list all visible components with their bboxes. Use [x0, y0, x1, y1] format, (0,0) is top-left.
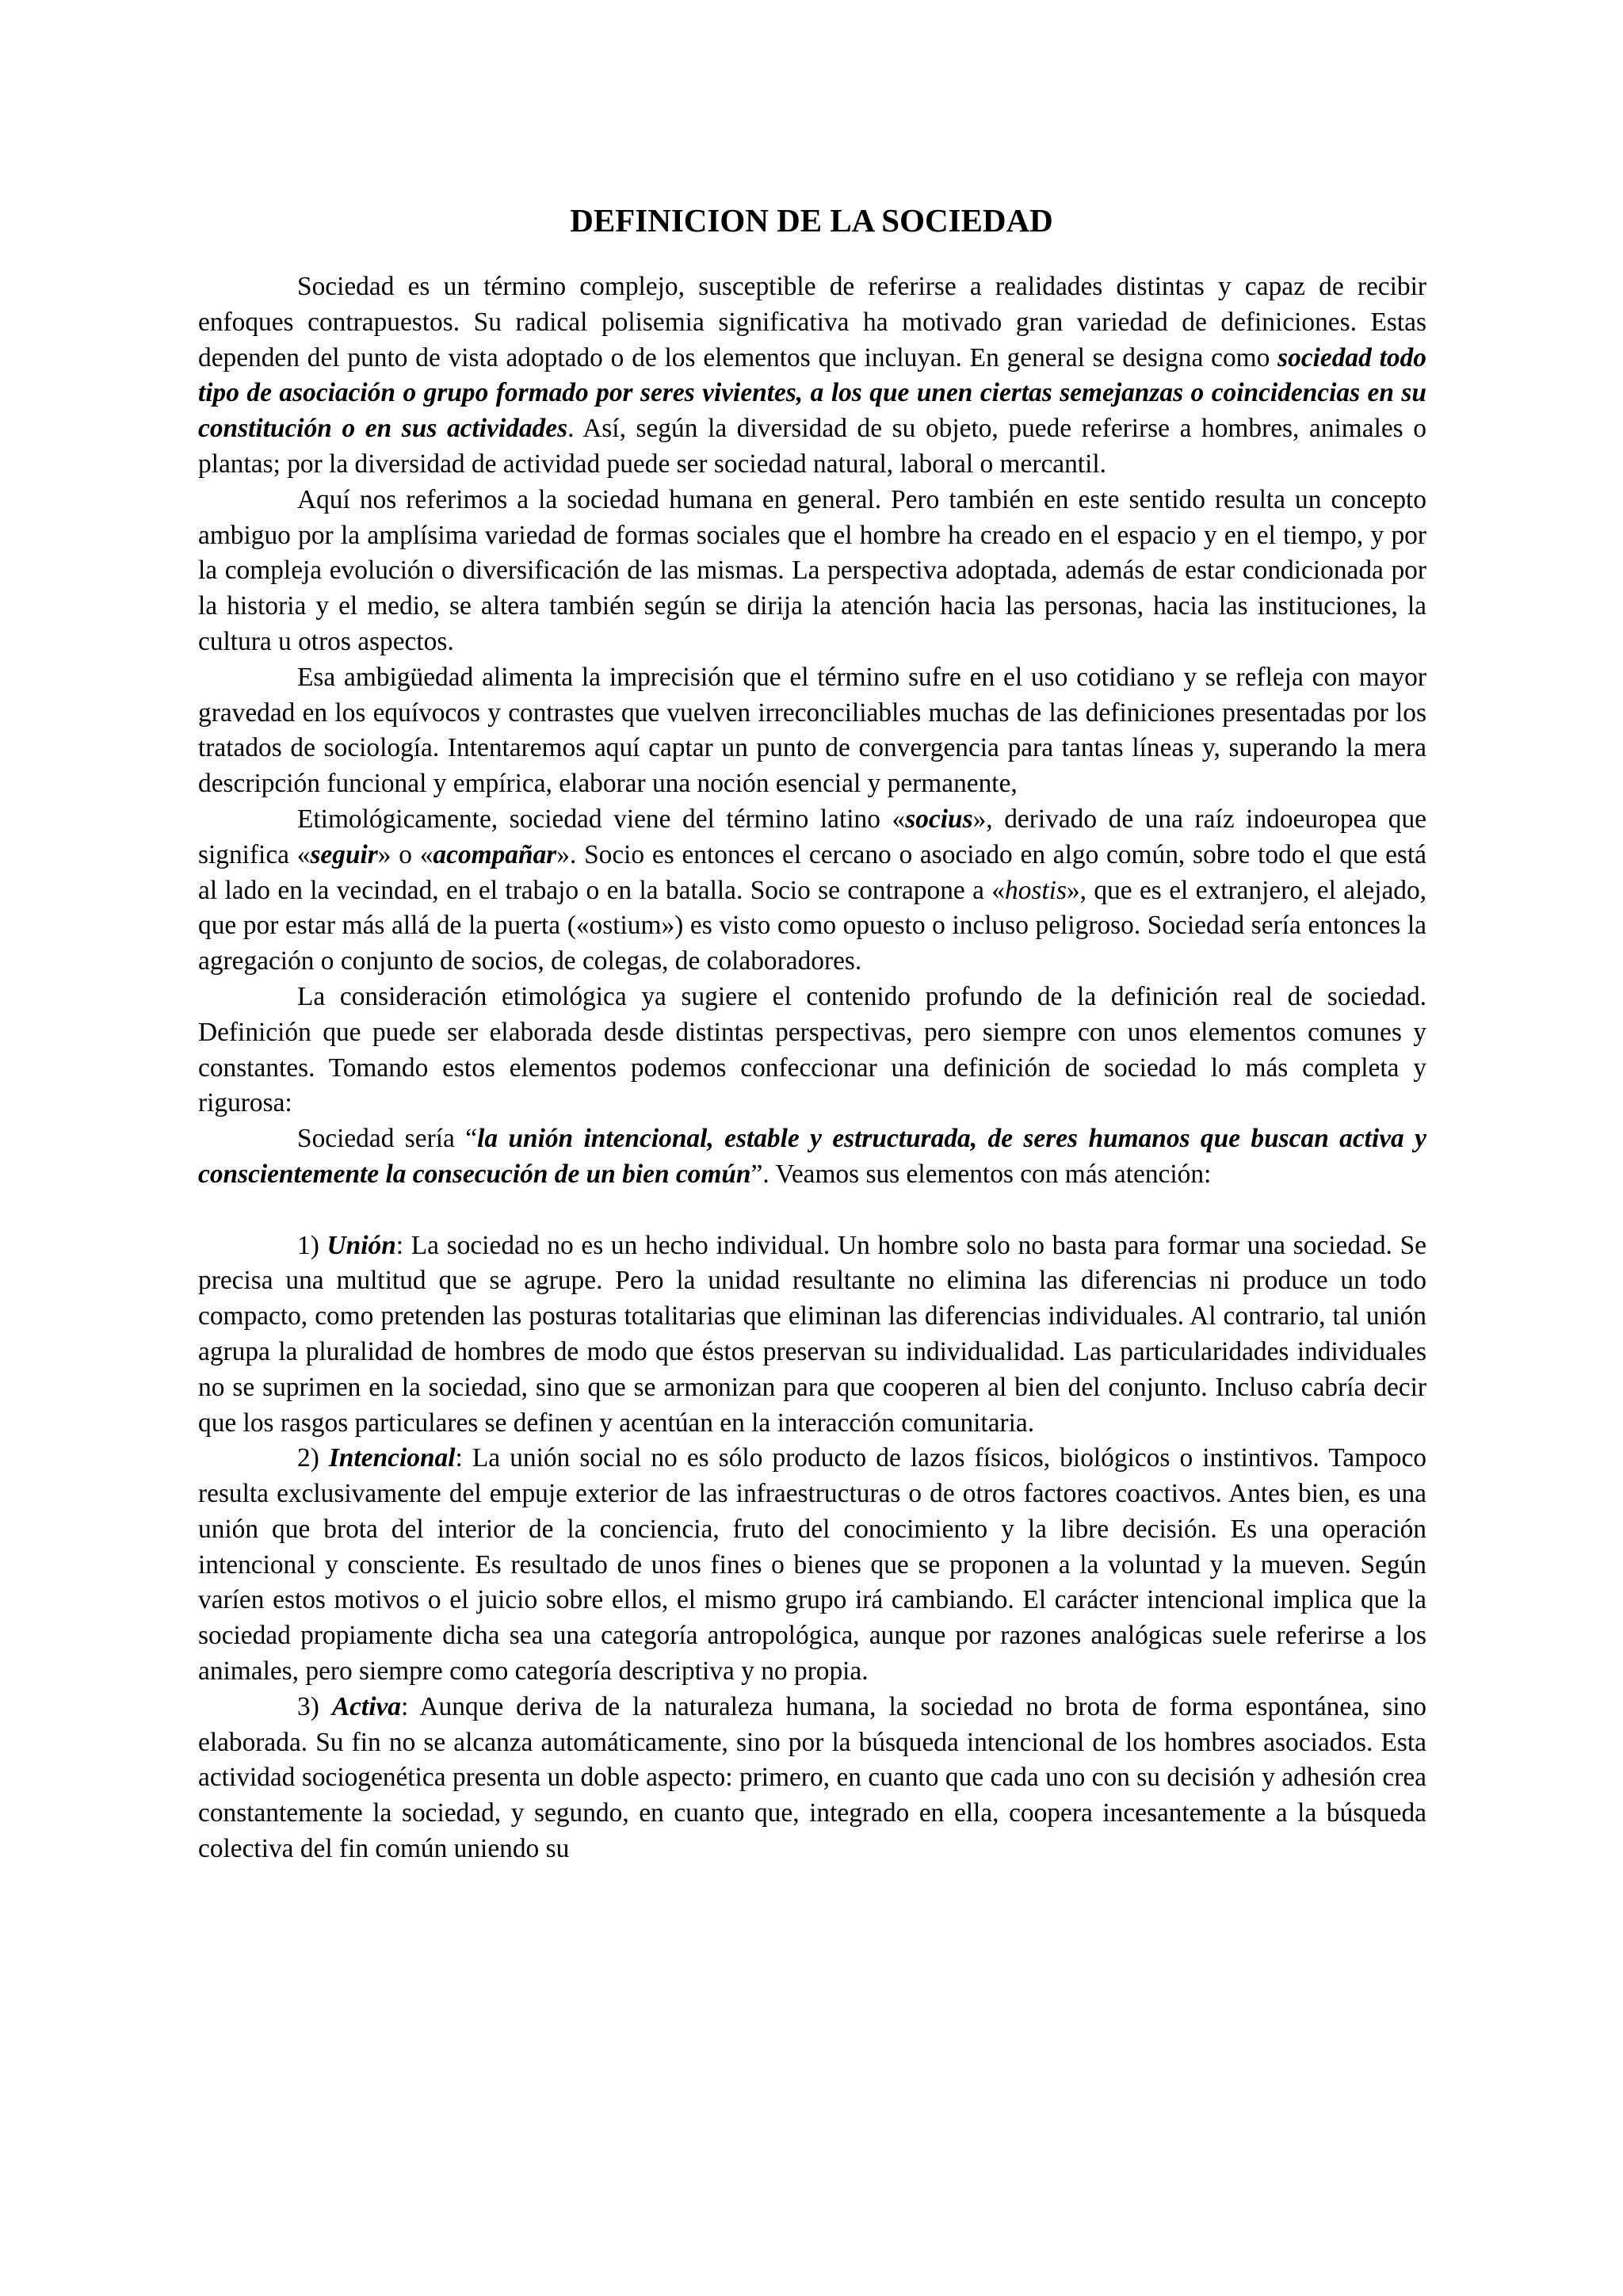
- text-segment: », derivado de una raíz indoeuropea que significa «: [198, 804, 1426, 869]
- emphasis-socius: socius: [905, 804, 973, 834]
- list-item-term: Activa: [331, 1691, 401, 1721]
- text-segment: Sociedad sería “: [297, 1124, 478, 1154]
- list-item-term: Intencional: [328, 1443, 456, 1473]
- list-item-term: Unión: [327, 1230, 396, 1260]
- list-item-text: : Aunque deriva de la naturaleza humana, la sociedad no brota de forma espontánea, sino elaborada. Su fin no se alcanza automáticamente, sino por la búsqueda intencional de los hombres asociados. Esta actividad sociogenética presenta un doble aspecto: primero, en cuanto que cada uno con su decisión y adhesión crea constantemente la sociedad, y segundo, en cuanto que, integrado en ella, coopera incesantemente a la búsqueda colectiva del fin común uniendo su: [198, 1691, 1426, 1864]
- text-segment: Etimológicamente, sociedad viene del término latino «: [297, 804, 906, 834]
- list-item-text: : La sociedad no es un hecho individual. Un hombre solo no basta para formar una sociedad. Se precisa una multitud que se agrupe. Pero la unidad resultante no elimina las diferencias ni produce un todo compacto, como pretenden las posturas totalitarias que eliminan las diferencias individuales. Al contrario, tal unión agrupa la pluralidad de hombres de modo que éstos preservan su individualidad. Las particularidades individuales no se suprimen en la sociedad, sino que se armonizan para que cooperen al bien del conjunto. Incluso cabría decir que los rasgos particulares se definen y acentúan en la interacción comunitaria.: [198, 1230, 1426, 1438]
- paragraph-ambiguity: Esa ambigüedad alimenta la imprecisión que el término sufre en el uso cotidiano y se refleja con mayor gravedad en los equívocos y contrastes que vuelven irreconciliables muchas de las definiciones presentadas por los tratados de sociología. Intentaremos aquí captar un punto de convergencia para tantas líneas y, superando la mera descripción funcional y empírica, elaborar una noción esencial y permanente,: [198, 662, 1426, 799]
- list-item-number: 2): [297, 1443, 329, 1473]
- list-item-number: 1): [297, 1230, 327, 1260]
- list-item-intencional: [198, 1441, 1426, 1690]
- document-body: [198, 269, 1426, 1867]
- paragraph-real-definition: La consideración etimológica ya sugiere el contenido profundo de la definición real de sociedad. Definición que puede ser elaborada desde distintas perspectivas, pero siempre con unos elementos comunes y constantes. Tomando estos elementos podemos confeccionar una definición de sociedad lo más completa y rigurosa:: [198, 981, 1426, 1118]
- emphasis-acompanar: acompañar: [433, 839, 557, 869]
- list-item-text: : La unión social no es sólo producto de lazos físicos, biológicos o instintivos. Tampoco resulta exclusivamente del empuje exterior de las infraestructuras o de otros factores coactivos. Antes bien, es una unión que brota del interior de la conciencia, fruto del conocimiento y la libre decisión. Es una operación intencional y consciente. Es resultado de unos fines o bienes que se proponen a la voluntad y la mueven. Según varíen estos motivos o el juicio sobre ellos, el mismo grupo irá cambiando. El carácter intencional implica que la sociedad propiamente dicha sea una categoría antropológica, aunque por razones analógicas suele referirse a los animales, pero siempre como categoría descriptiva y no propia.: [198, 1443, 1426, 1687]
- text-segment: ”. Veamos sus elementos con más atención:: [750, 1159, 1212, 1189]
- list-item-activa: [198, 1690, 1426, 1867]
- list-item-union: [198, 1228, 1426, 1442]
- emphasis-seguir: seguir: [310, 839, 378, 869]
- emphasis-formal-definition: la unión intencional, estable y estructurada, de seres humanos que buscan activa y conscientemente la consecución de un bien común: [198, 1124, 1426, 1189]
- text-segment: » o «: [377, 839, 433, 869]
- text-segment: », que es el extranjero, el alejado, que por estar más allá de la puerta («ostium») es visto como opuesto o incluso peligroso. Sociedad sería entonces la agregación o conjunto de socios, de colegas, de colaboradores.: [198, 875, 1427, 976]
- paragraph-introduction: [198, 269, 1426, 483]
- emphasis-definition: sociedad todo tipo de asociación o grupo formado por seres vivientes, a los que unen ciertas semejanzas o coincidencias en su constitución o en sus actividades: [198, 342, 1427, 444]
- text-segment: Sociedad es un término complejo, susceptible de referirse a realidades distintas y capaz de recibir enfoques contrapuestos. Su radical polisemia significativa ha motivado gran variedad de definiciones. Estas dependen del punto de vista adoptado o de los elementos que incluyan. En general se designa como: [198, 272, 1426, 372]
- paragraph-etymology: [198, 802, 1426, 980]
- page-title: DEFINICION DE LA SOCIEDAD: [570, 202, 1053, 239]
- list-item-number: 3): [297, 1691, 332, 1721]
- paragraph-formal-definition: [198, 1121, 1426, 1193]
- paragraph-human-society: Aquí nos referimos a la sociedad humana en general. Pero también en este sentido resulta un concepto ambiguo por la amplísima variedad de formas sociales que el hombre ha creado en el espacio y en el tiempo, y por la compleja evolución o diversificación de las mismas. La perspectiva adoptada, además de estar condicionada por la historia y el medio, se altera también según se dirija la atención hacia las personas, hacia las instituciones, la cultura u otros aspectos.: [198, 484, 1426, 656]
- text-segment: ». Socio es entonces el cercano o asociado en algo común, sobre todo el que está al lado en la vecindad, en el trabajo o en la batalla. Socio se contrapone a «: [198, 839, 1426, 905]
- emphasis-hostis: hostis: [1005, 875, 1067, 905]
- text-segment: . Así, según la diversidad de su objeto, puede referirse a hombres, animales o plantas; por la diversidad de actividad puede ser sociedad natural, laboral o mercantil.: [198, 414, 1426, 479]
